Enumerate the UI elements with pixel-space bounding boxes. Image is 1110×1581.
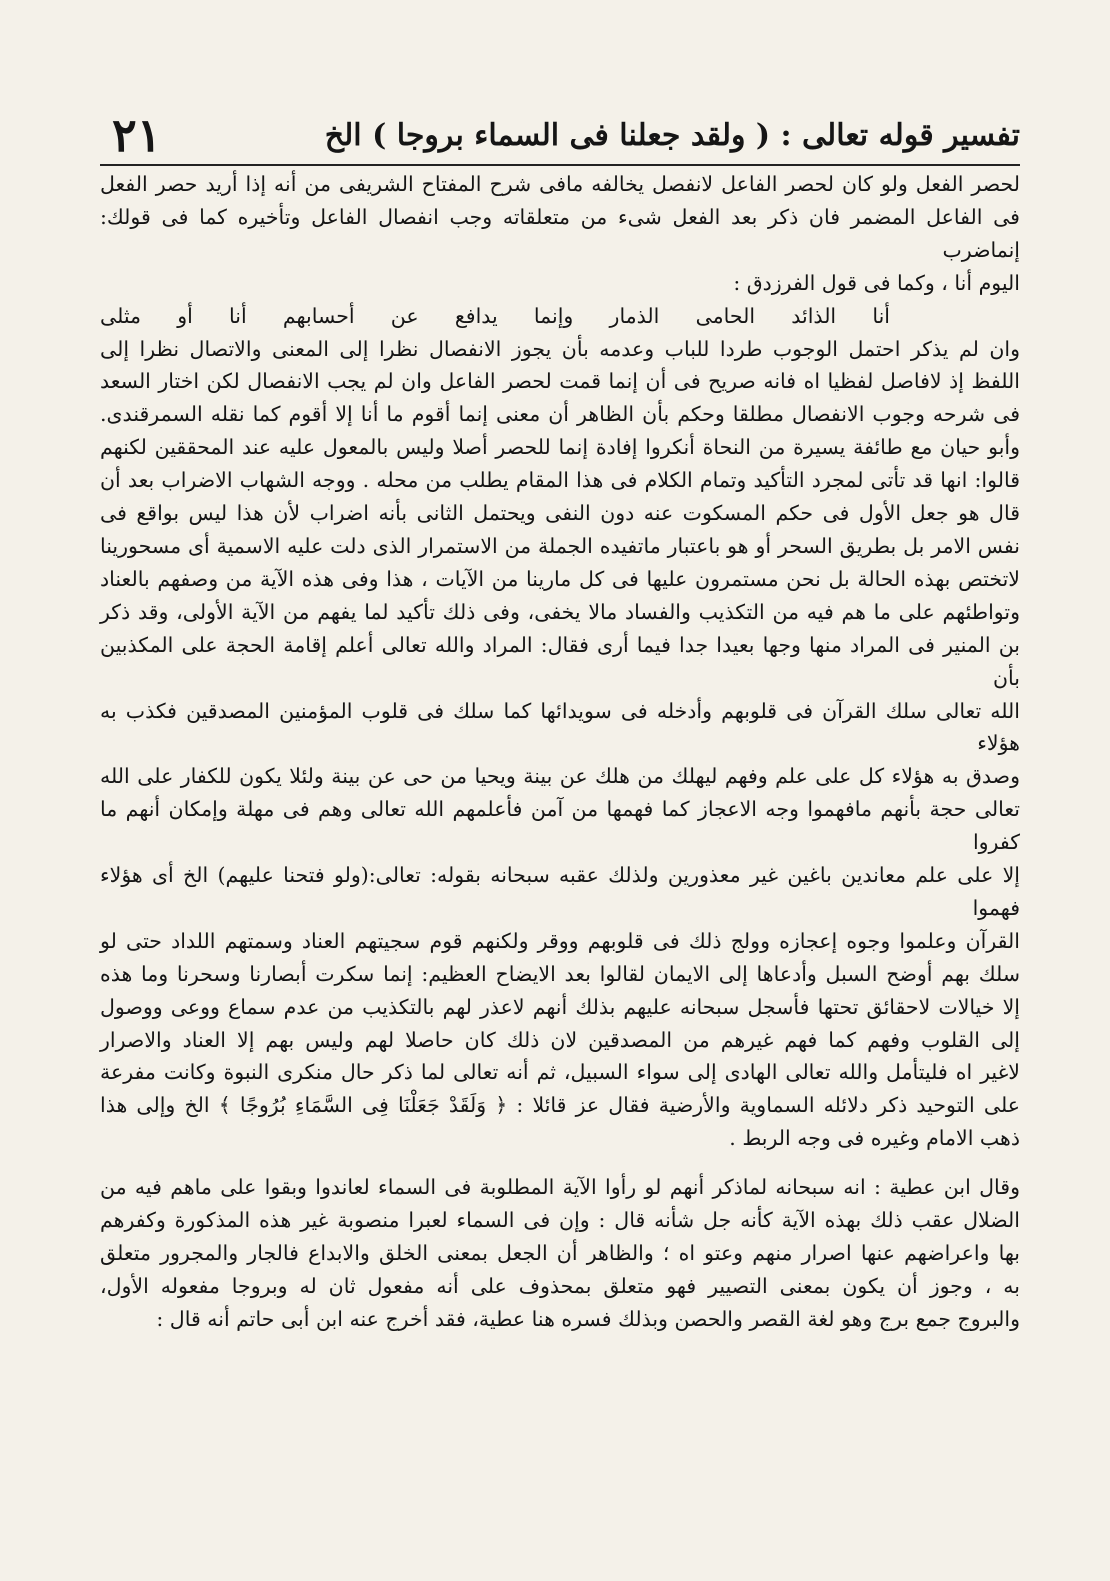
running-header xyxy=(100,108,1020,166)
text-line: لاتختص بهذه الحالة بل نحن مستمرون عليها فى كل مارينا من الآيات ، هذا وفى هذه الآية من وصفهم بالعناد xyxy=(100,566,1020,591)
text-line: بن المنير فى المراد منها وجها بعيدا جدا فيما أرى فقال: المراد والله تعالى أعلم إقامة الحجة على المكذبين بأن xyxy=(100,632,1020,690)
paragraph-gap xyxy=(100,1155,1020,1171)
text-line: إلا على علم معاندين باغين غير معذورين ولذلك عقبه سبحانه بقوله: تعالى:(ولو فتحنا عليهم) الخ أى هؤلاء فهموا xyxy=(100,863,1020,920)
text-line: وان لم يذكر احتمل الوجوب طردا للباب وعدمه بأن يجوز الانفصال نظرا إلى المعنى والاتصال نظرا إلى xyxy=(100,336,1020,361)
text-line: إلا خيالات لاحقائق تحتها فأسجل سبحانه عليهم بذلك أنهم لاعذر لهم بالتكذيب من عدم سماع ووعى ووصول xyxy=(100,994,1020,1019)
text-line: قالوا: انها قد تأتى لمجرد التأكيد وتمام الكلام فى هذا المقام يطلب من محله . ووجه الشهاب الاضراب بعد أن xyxy=(100,468,1020,493)
verse-line: أنا الذائد الحامى الذمار وإنما يدافع عن أحسابهم أنا أو مثلى xyxy=(100,303,890,328)
text-line: على التوحيد ذكر دلائله السماوية والأرضية فقال عز قائلا : ﴿ وَلَقَدْ جَعَلْنَا فِى السَّمَاءِ بُرُوجًا ﴾ الخ وإلى هذا xyxy=(100,1093,1020,1118)
text-line: نفس الامر بل بطريق السحر أو هو باعتبار ماتفيده الجملة من الاستمرار الذى دلت عليه الاسمية أى مسحورينا xyxy=(100,533,1020,558)
text-line: والبروج جمع برج وهو لغة القصر والحصن وبذلك فسره هنا عطية، فقد أخرج عنه ابن أبى حاتم أنه قال : xyxy=(156,1306,1020,1331)
body-text xyxy=(100,168,1020,1336)
text-line: الضلال عقب ذلك بهذه الآية كأنه جل شأنه قال : وإن فى السماء لعبرا منصوبة غير هذه المذكورة وكفرهم xyxy=(100,1208,1020,1233)
text-line: فى الفاعل المضمر فان ذكر بعد الفعل شىء من متعلقاته وجب انفصال الفاعل وتأخيره كما فى قولك: إنماضرب xyxy=(100,204,1020,262)
text-line: اللفظ إذ لافاصل لفظيا اه فانه صريح فى أن إنما قمت لحصر الفاعل وان لم يجب الانفصال لكن اختار السعد xyxy=(100,369,1020,394)
page-number: ٢١ xyxy=(112,108,162,162)
header-rule xyxy=(100,164,1020,166)
text-line: قال هو جعل الأول فى حكم المسكوت عنه دون النفى ويحتمل الثانى بأنه اضراب لأن هذا ليس بواقع فى xyxy=(100,501,1020,526)
text-line: اليوم أنا ، وكما فى قول الفرزدق : xyxy=(733,270,1020,295)
text-line: به ، وجوز أن يكون بمعنى التصيير فهو متعلق بمحذوف على أنه مفعول ثان له وبروجا مفعوله الأول، xyxy=(100,1273,1020,1298)
text-line: وصدق به هؤلاء كل على علم وفهم ليهلك من هلك عن بينة ويحيا من حى عن بينة ولئلا يكون للكفار على الله xyxy=(100,764,1020,789)
text-line: وقال ابن عطية : انه سبحانه لماذكر أنهم لو رأوا الآية المطلوبة فى السماء لعاندوا وبقوا على ماهم فيه من xyxy=(100,1175,1020,1200)
text-line: سلك بهم أوضح السبل وأدعاها إلى الايمان لقالوا بعد الايضاح العظيم: إنما سكرت أبصارنا وسحرنا وما هذه xyxy=(100,961,1020,986)
header-title: تفسير قوله تعالى : ( ولقد جعلنا فى السماء بروجا ) الخ xyxy=(324,118,1020,153)
text-line: ذهب الامام وغيره فى وجه الربط . xyxy=(729,1126,1020,1151)
text-line: القرآن وعلموا وجوه إعجازه وولج ذلك فى قلوبهم ووقر ولكنهم قوم سجيتهم العناد وسمتهم اللداد حتى لو xyxy=(100,928,1020,953)
text-line: تعالى حجة بأنهم مافهموا وجه الاعجاز كما فهمها من آمن فأعلمهم الله تعالى وهم فى مهلة وإمكان أنهم ما كفروا xyxy=(100,797,1020,855)
text-line: إلى القلوب وفهم كما فهم غيرهم من المصدقين لان ذلك كان حاصلا لهم وليس بهم إلا العناد والاصرار xyxy=(100,1027,1020,1052)
text-line: بها واعراضهم عنها اصرار منهم وعتو اه ؛ والظاهر أن الجعل بمعنى الخلق والابداع فالجار والمجرور متعلق xyxy=(100,1241,1020,1265)
text-line: الله تعالى سلك القرآن فى قلوبهم وأدخله فى سويدائها كما سلك فى قلوب المؤمنين المصدقين فكذب به هؤلاء xyxy=(100,698,1020,756)
text-line: لحصر الفعل ولو كان لحصر الفاعل لانفصل يخالفه مافى شرح المفتاح الشريفى من أنه إذا أريد حصر الفعل xyxy=(100,172,1020,196)
text-line: وتواطئهم على ما هم فيه من التكذيب والفساد مالا يخفى، وفى ذلك تأكيد لما يفهم من الآية الأولى، وقد ذكر xyxy=(100,599,1020,624)
text-line: وأبو حيان مع طائفة يسيرة من النحاة أنكروا إفادة إنما للحصر أصلا وليس بالمعول عليه عند المحققين لكنهم xyxy=(100,435,1020,460)
text-line: فى شرحه وجوب الانفصال مطلقا وحكم بأن الظاهر أن معنى إنما أقوم ما أنا إلا أقوم كما نقله السمرقندى. xyxy=(100,402,1020,427)
text-line: لاغير اه فليتأمل والله تعالى الهادى إلى سواء السبيل، ثم أنه تعالى لما ذكر حال منكرى النبوة وكانت مفرعة xyxy=(100,1060,1020,1085)
